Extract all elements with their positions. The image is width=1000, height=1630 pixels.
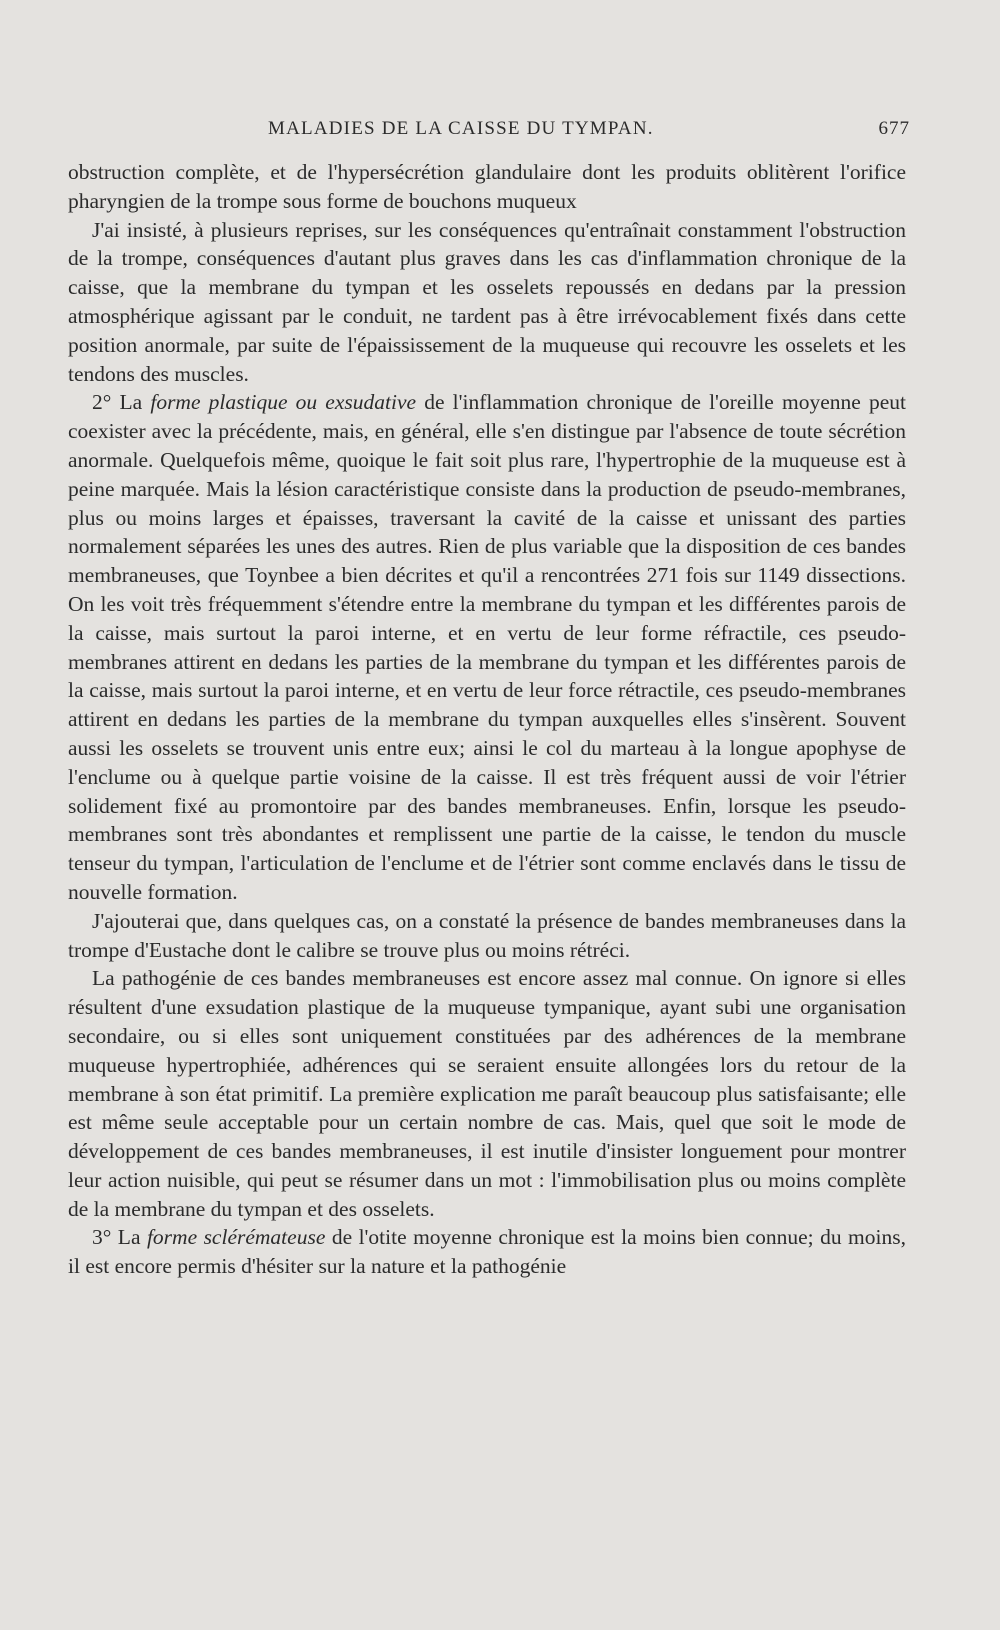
paragraph-text: de l'inflammation chronique de l'oreille moyenne peut coexister avec la précédente, mais, en général, elle s'en distingue par l'absence de toute sécrétion anormale. Quelquefois même, quoique le fait soit plus rare, l'hypertrophie de la muqueuse est à peine marquée. Mais la lésion caractéristique consiste dans la production de pseudo-membranes, plus ou moins larges et épaisses, traversant la cavité de la caisse et unissant des parties normalement séparées les unes des autres. Rien de plus variable que la disposition de ces bandes membraneuses, que Toynbee a bien décrites et qu'il a rencontrées 271 fois sur 1149 dissections. On les voit très fréquemment s'étendre entre la membrane du tympan et les différentes parois de la caisse, mais surtout la paroi interne, et en vertu de leur forme réfractile, ces pseudo-membranes attirent en dedans les parties de la membrane du tympan et les différentes parois de la caisse, mais surtout la paroi interne, et en vertu de leur force rétractile, ces pseudo-membranes attirent en dedans les parties de la membrane du tympan auxquelles elles s'insèrent. Souvent aussi les osselets se trouvent unis entre eux; ainsi le col du marteau à la longue apophyse de l'enclume ou à quelque partie voisine de la caisse. Il est très fréquent aussi de voir l'étrier solidement fixé au promontoire par des bandes membraneuses. Enfin, lorsque les pseudo-membranes sont très abondantes et remplissent une partie de la caisse, le tendon du muscle tenseur du tympan, l'articulation de l'enclume et de l'étrier sont comme enclavés dans le tissu de nouvelle formation. bbox=[68, 390, 906, 904]
paragraph-continued bbox=[68, 158, 906, 216]
paragraph-forme-sclerémateuse bbox=[68, 1223, 906, 1281]
running-head: MALADIES DE LA CAISSE DU TYMPAN. bbox=[268, 118, 654, 139]
paragraph-trompe bbox=[68, 907, 906, 965]
paragraph-forme-plastique bbox=[68, 388, 906, 906]
page-header bbox=[72, 118, 910, 148]
paragraph-text: obstruction complète, et de l'hypersécrétion glandulaire dont les produits oblitèrent l'orifice pharyngien de la trompe sous forme de bouchons muqueux bbox=[68, 160, 906, 213]
paragraph-lead: 2° La bbox=[92, 390, 151, 415]
paragraph-emphasis: forme sclérémateuse bbox=[146, 1225, 326, 1250]
paragraph-obstruction bbox=[68, 216, 906, 389]
paragraph-text: La pathogénie de ces bandes membraneuses est encore assez mal connue. On ignore si elles résultent d'une exsudation plastique de la muqueuse tympanique, ayant subi une organisation secondaire, ou si elles sont uniquement constituées par des adhérences de la membrane muqueuse hypertrophiée, adhérences qui se seraient ensuite allongées lors du retour de la membrane à son état primitif. La première explication me paraît beaucoup plus satisfaisante; elle est même seule acceptable pour un certain nombre de cas. Mais, quel que soit le mode de développement de ces bandes membraneuses, il est inutile d'insister longuement pour montrer leur action nuisible, qui peut se résumer dans un mot : l'immobilisation plus ou moins complète de la membrane du tympan et des osselets. bbox=[68, 966, 906, 1221]
paragraph-emphasis: forme plastique ou exsudative bbox=[150, 390, 417, 415]
paragraph-text: de l'otite moyenne chronique est la moins bien connue; du moins, il est encore permis d'hésiter sur la nature et la pathogénie bbox=[68, 1225, 906, 1279]
paragraph-text: J'ai insisté, à plusieurs reprises, sur les conséquences qu'entraînait constamment l'obstruction de la trompe, conséquences d'autant plus graves dans les cas d'inflammation chronique de la caisse, que la membrane du tympan et les osselets repoussés en dedans par la pression atmosphérique agissant par le conduit, ne tardent pas à être irrévocablement fixés dans cette position anormale, par suite de l'épaississement de la muqueuse qui recouvre les osselets et les tendons des muscles. bbox=[68, 217, 906, 386]
paragraph-text: J'ajouterai que, dans quelques cas, on a constaté la présence de bandes membraneuses dans la trompe d'Eustache dont le calibre se trouve plus ou moins rétréci. bbox=[68, 908, 906, 962]
paragraph-lead: 3° La bbox=[92, 1225, 147, 1250]
page-number: 677 bbox=[878, 118, 910, 139]
paragraph-pathogenie bbox=[68, 964, 906, 1223]
body-text bbox=[68, 158, 906, 1281]
